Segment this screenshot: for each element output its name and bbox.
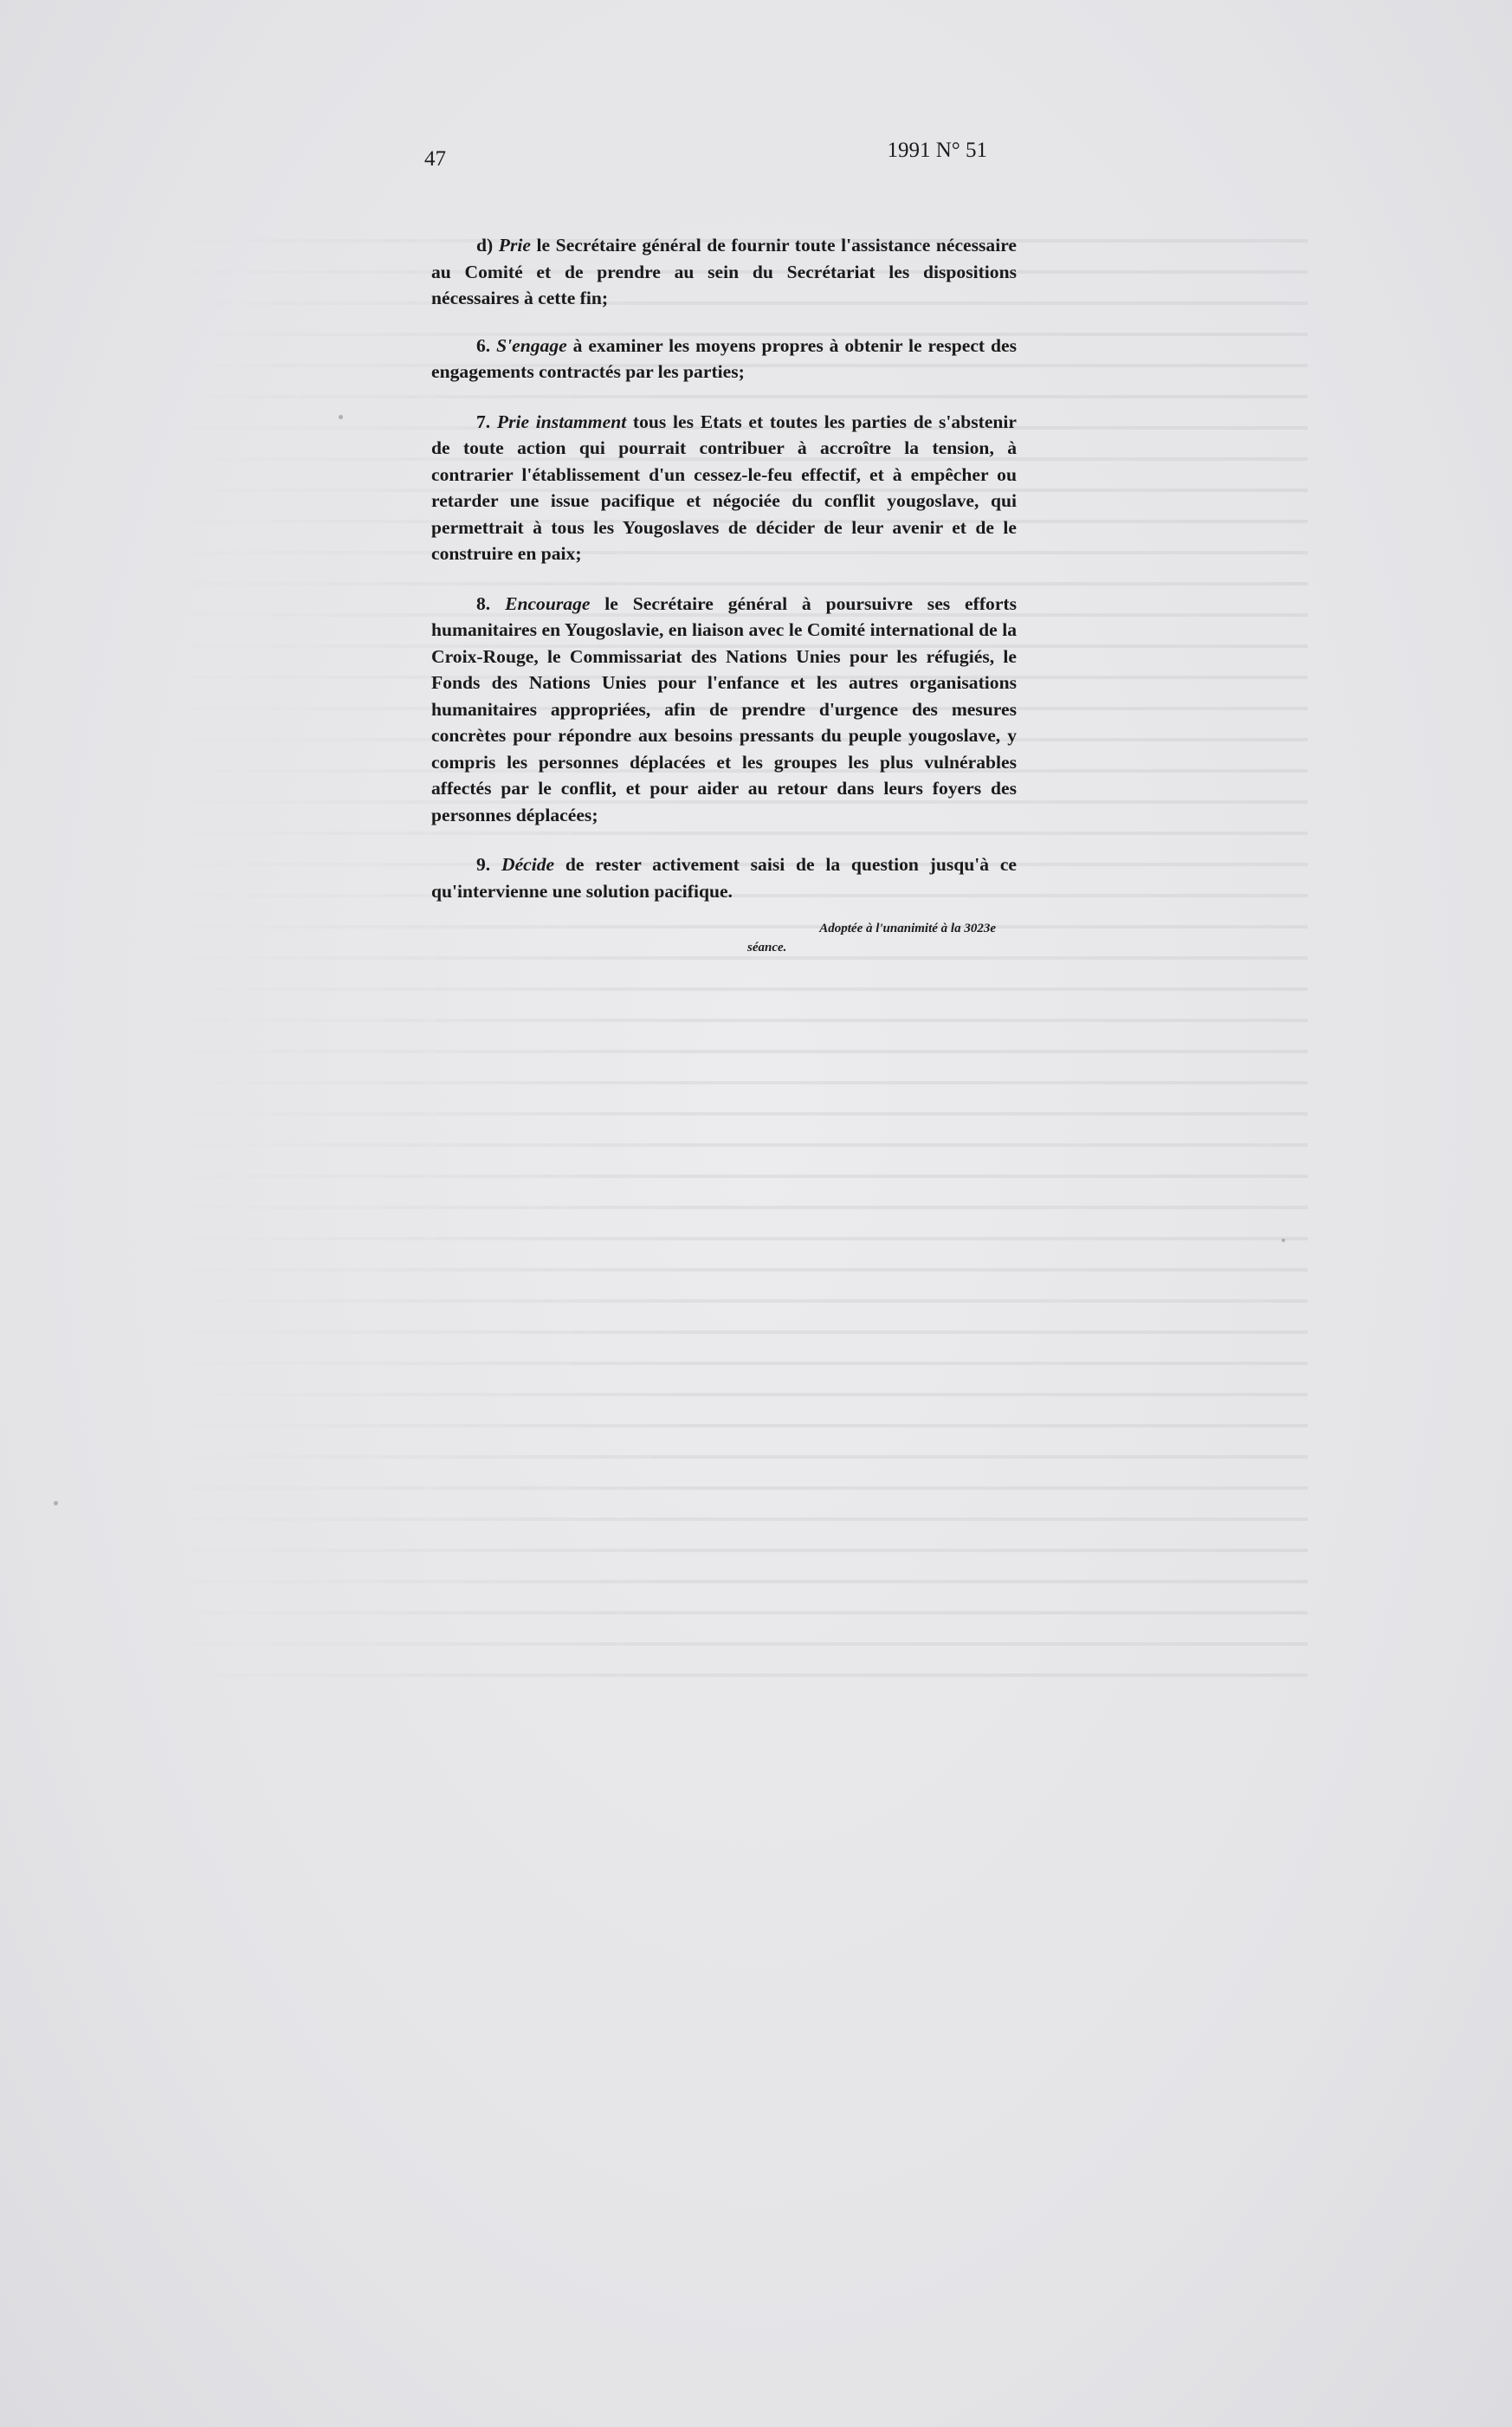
- scan-speck: [1282, 1239, 1285, 1242]
- paragraph-number: 9.: [476, 854, 491, 875]
- adoption-note: [431, 919, 1017, 957]
- scan-speck: [54, 1501, 58, 1505]
- resolution-reference: 1991 N° 51: [887, 139, 987, 162]
- paragraph-9: [431, 851, 1017, 904]
- paragraph-body: de rester activement saisi de la question jusqu'à ce qu'intervienne une solution pacifique.: [431, 854, 1017, 902]
- paragraph-body: à examiner les moyens propres à obtenir le respect des engagements contractés par les parties;: [431, 334, 1017, 382]
- paragraph-lead-verb: Encourage: [505, 592, 591, 614]
- paragraph-number: 8.: [476, 592, 491, 614]
- paragraph-8: [431, 591, 1017, 829]
- resolution-text: [431, 232, 1017, 957]
- page-number: 47: [424, 147, 446, 171]
- paragraph-lead-verb: Prie: [498, 235, 531, 256]
- paragraph-d: [431, 232, 1017, 312]
- paragraph-lead-verb: Décide: [501, 854, 555, 875]
- paragraph-number: 7.: [476, 411, 491, 432]
- paragraph-body: le Secrétaire général à poursuivre ses efforts humanitaires en Yougoslavie, en liaison avec le Comité international de la Croix-Rouge, le Commissariat des Nations Unies pour les réfugiés, le Fonds des Nations Unies pour l'enfance et les autres organisations humanitaires appropriées, afin de prendre d'urgence des mesures concrètes pour répondre aux besoins pressants du peuple yougoslave, y compris les personnes déplacées et les groupes les plus vulnérables affectés par le conflit, et pour aider au retour dans leurs foyers des personnes déplacées;: [431, 592, 1017, 825]
- paragraph-number: d): [476, 235, 494, 256]
- scan-speck: [339, 415, 343, 419]
- paragraph-6: [431, 333, 1017, 385]
- page-header: [424, 139, 987, 173]
- adoption-line-2: séance.: [747, 941, 787, 955]
- paragraph-body: tous les Etats et toutes les parties de s'abstenir de toute action qui pourrait contribuer à accroître la tension, à contrarier l'établissement d'un cessez-le-feu effectif, et à empêcher ou retarder une issue pacifique et négociée du conflit yougoslave, qui permettrait à tous les Yougoslaves de décider de leur avenir et de le construire en paix;: [431, 411, 1017, 564]
- adoption-line-1: Adoptée à l'unanimité à la 3023e: [819, 922, 996, 935]
- paragraph-number: 6.: [476, 334, 491, 356]
- paragraph-7: [431, 409, 1017, 567]
- paragraph-body: le Secrétaire général de fournir toute l'assistance nécessaire au Comité et de prendre au sein du Secrétariat les dispositions nécessaires à cette fin;: [431, 235, 1017, 308]
- paragraph-lead-verb: S'engage: [496, 334, 567, 356]
- paragraph-lead-verb: Prie instamment: [496, 411, 627, 432]
